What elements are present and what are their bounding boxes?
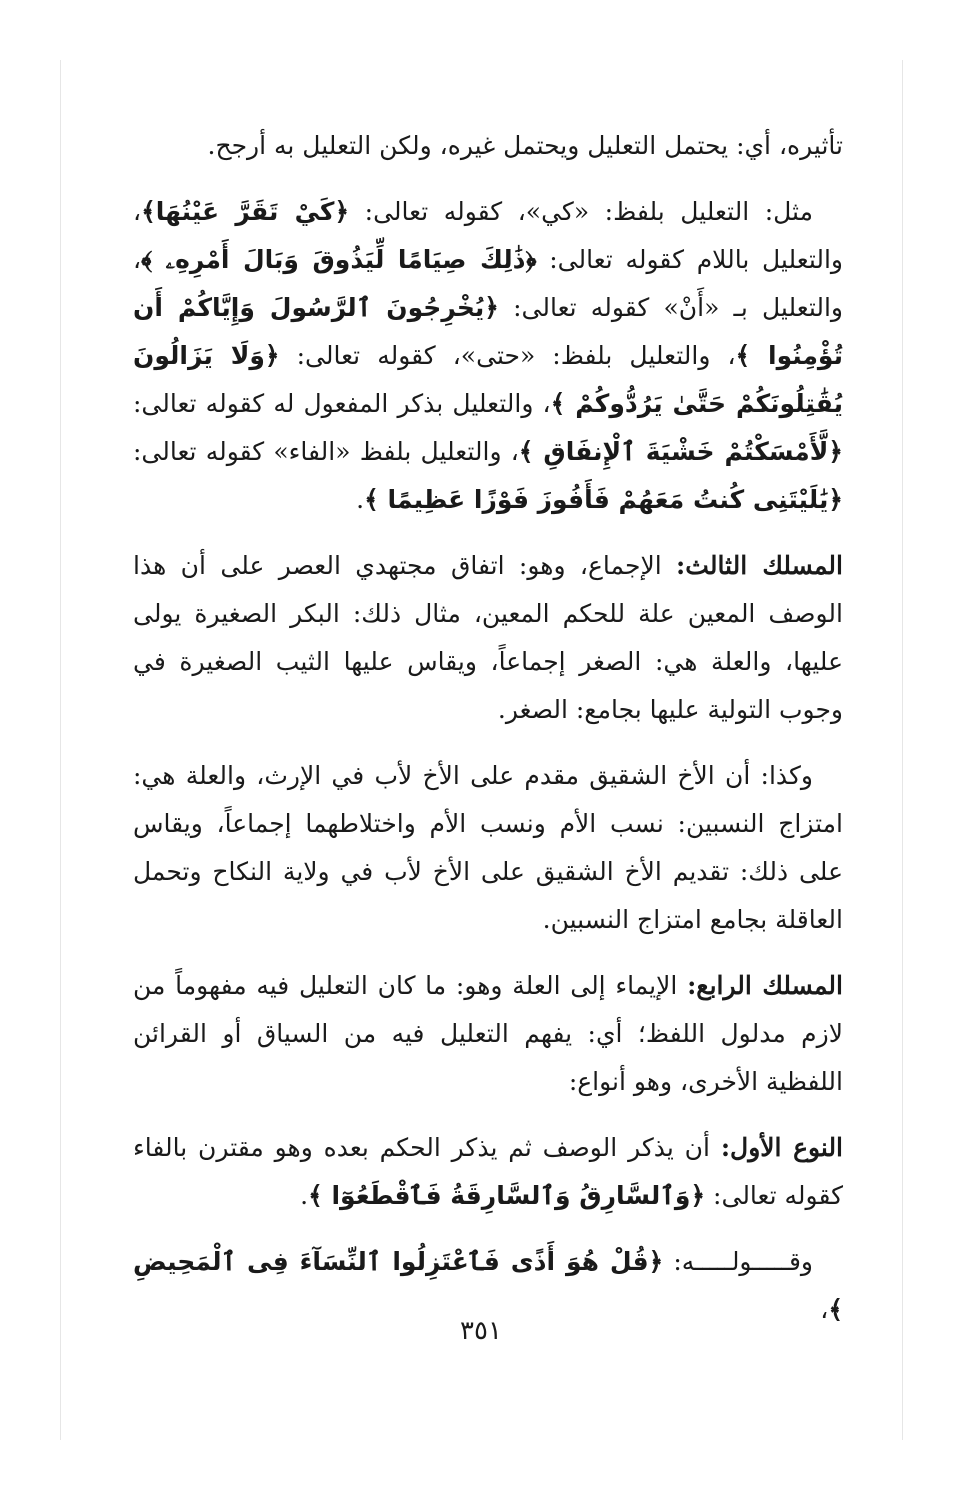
text-segment: ،: [820, 1295, 829, 1324]
paragraph-5: [133, 962, 843, 1106]
paragraph-1: [133, 122, 843, 170]
quran-verse: ﴿وَٱلسَّارِقُ وَٱلسَّارِقَةُ فَٱقْطَعُوٓا ﴾: [308, 1181, 706, 1210]
quran-verse: ﴿كَيْ تَقَرَّ عَيْنُهَا﴾: [141, 197, 350, 226]
body-text: [133, 122, 843, 1352]
section-heading: المسلك الثالث:: [676, 551, 843, 580]
text-segment: ، والتعليل بذكر المفعول له كقوله تعالى:: [133, 389, 551, 418]
paragraph-1-text: تأثيره، أي: يحتمل التعليل ويحتمل غيره، ولكن التعليل به أرجح.: [207, 131, 843, 160]
quran-verse: ﴿وَلَا يَزَالُونَ يُقَٰتِلُونَكُمْ حَتَّىٰ يَرُدُّوكُمْ ﴾: [133, 341, 843, 418]
paragraph-6: [133, 1124, 843, 1220]
text-segment: .: [300, 1181, 309, 1210]
text-segment: ، والتعليل باللام كقوله تعالى:: [133, 197, 843, 274]
text-segment: ، والتعليل بلفظ: «حتى»، كقوله تعالى:: [279, 341, 736, 370]
text-segment: .: [356, 485, 365, 514]
left-margin-line: [60, 60, 61, 1440]
quran-verse: ﴿يُخْرِجُونَ ٱلرَّسُولَ وَإِيَّاكُمْ أَن تُؤْمِنُوا ﴾: [133, 293, 843, 370]
quran-verse: ﴿لَّأَمْسَكْتُمْ خَشْيَةَ ٱلْإِنفَاقِ ﴾: [518, 437, 843, 466]
text-segment: ، والتعليل بلفظ «الفاء» كقوله تعالى:: [133, 437, 519, 466]
section-heading: النوع الأول:: [720, 1133, 844, 1162]
page-number: ٣٥١: [460, 1316, 502, 1346]
paragraph-4-text: وكذا: أن الأخ الشقيق مقدم على الأخ لأب في الإرث، والعلة هي: امتزاج النسبين: نسب الأم ونسب الأم واختلاطهما إجماعاً، ويقاس على ذلك: تقديم الأخ الشقيق على الأخ لأب في ولاية النكاح وتحمل العاقلة بجامع امتزاج النسبين.: [133, 761, 843, 934]
quran-verse: ﴿قُلْ هُوَ أَذًى فَٱعْتَزِلُوا ٱلنِّسَآءَ فِى ٱلْمَحِيضِ ﴾: [133, 1247, 843, 1324]
paragraph-6-text: أن يذكر الوصف ثم يذكر الحكم بعده وهو مقترن بالفاء كقوله تعالى:: [133, 1133, 843, 1210]
text-segment: ، والتعليل بـ «أَنْ» كقوله تعالى:: [133, 245, 843, 322]
paragraph-4: [133, 752, 843, 944]
quran-verse: ﴿يَٰلَيْتَنِى كُنتُ مَعَهُمْ فَأَفُوزَ فَوْزًا عَظِيمًا ﴾: [364, 485, 843, 514]
paragraph-3-text: الإجماع، وهو: اتفاق مجتهدي العصر على أن هذا الوصف المعين علة للحكم المعين، مثال ذلك: البكر الصغيرة يولى عليها، والعلة هي: الصغر إجماعاً، ويقاس عليها الثيب الصغيرة في وجوب التولية عليها بجامع: الصغر.: [133, 551, 843, 724]
quran-verse: ﴿ذَٰلِكَ صِيَامًا لِّيَذُوقَ وَبَالَ أَمْرِهِۦ ﴾: [141, 245, 537, 274]
text-segment: وقـــــولـــــه:: [663, 1247, 813, 1276]
paragraph-2: [133, 188, 843, 524]
paragraph-5-text: الإيماء إلى العلة وهو: ما كان التعليل فيه مفهوماً من لازم مدلول اللفظ؛ أي: يفهم التعليل فيه من السياق أو القرائن اللفظية الأخرى، وهو أنواع:: [133, 971, 843, 1096]
paragraph-3: [133, 542, 843, 734]
section-heading: المسلك الرابع:: [687, 971, 843, 1000]
text-segment: مثل: التعليل بلفظ: «كي»، كقوله تعالى:: [349, 197, 813, 226]
right-margin-line: [902, 60, 903, 1440]
